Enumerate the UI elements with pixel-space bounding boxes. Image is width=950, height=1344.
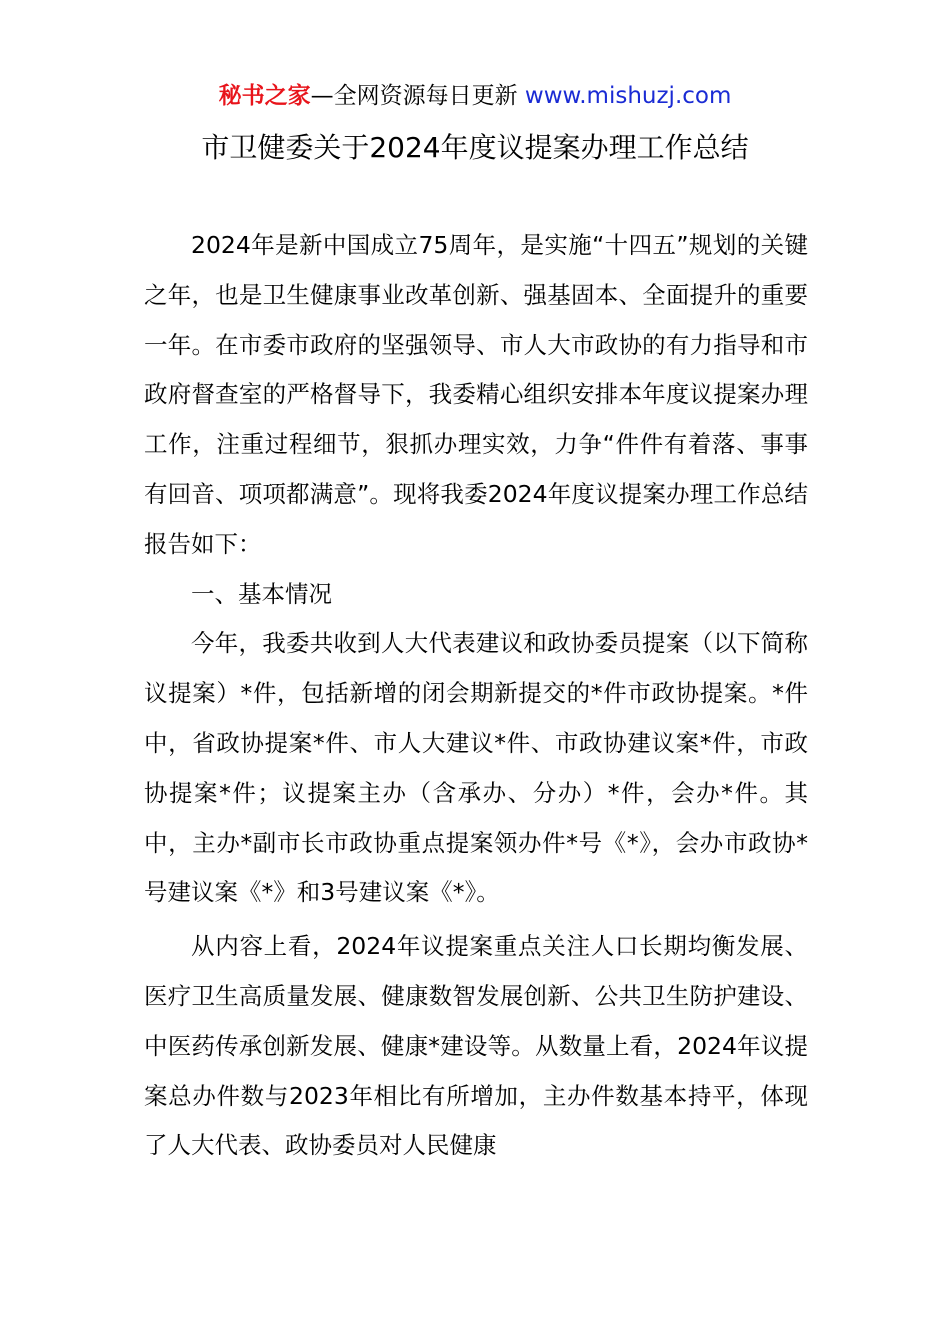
document-title: 市卫健委关于2024年度议提案办理工作总结 — [201, 131, 749, 164]
section-heading: 一、基本情况 — [191, 579, 332, 608]
header-tagline: —全网资源每日更新 — [310, 83, 525, 109]
intro-paragraph: 2024年是新中国成立75周年，是实施“十四五”规划的关键之年，也是卫生健康事业改革创新、强基固本、全面提升的重要一年。在市委市政府的坚强领导、市人大市政协的有力指导和市政府督查室的严格督导下，我委精心组织安排本年度议提案办理工作，注重过程细节，狠抓办理实效，力争“件件有着落、事事有回音、项项都满意”。现将我委2024年度议提案办理工作总结报告如下： — [144, 231, 808, 558]
document-body — [144, 221, 808, 1171]
site-header — [0, 80, 950, 112]
brand-name: 秘书之家 — [218, 83, 311, 109]
content-analysis-paragraph: 从内容上看，2024年议提案重点关注人口长期均衡发展、医疗卫生高质量发展、健康数智发展创新、公共卫生防护建设、中医药传承创新发展、健康*建设等。从数量上看，2024年议提案总办件数与2023年相比有所增加，主办件数基本持平，体现了人大代表、政协委员对人民健康 — [144, 932, 808, 1160]
site-url-link[interactable]: www.mishuzj.com — [524, 83, 732, 109]
basic-situation-paragraph: 今年，我委共收到人大代表建议和政协委员提案（以下简称议提案）*件，包括新增的闭会期新提交的*件市政协提案。*件中，省政协提案*件、市人大建议*件、市政协建议案*件，市政协提案*件；议提案主办（含承办、分办）*件，会办*件。其中，主办*副市长市政协重点提案领办件*号《*》，会办市政协*号建议案《*》和3号建议案《*》。 — [144, 629, 808, 907]
